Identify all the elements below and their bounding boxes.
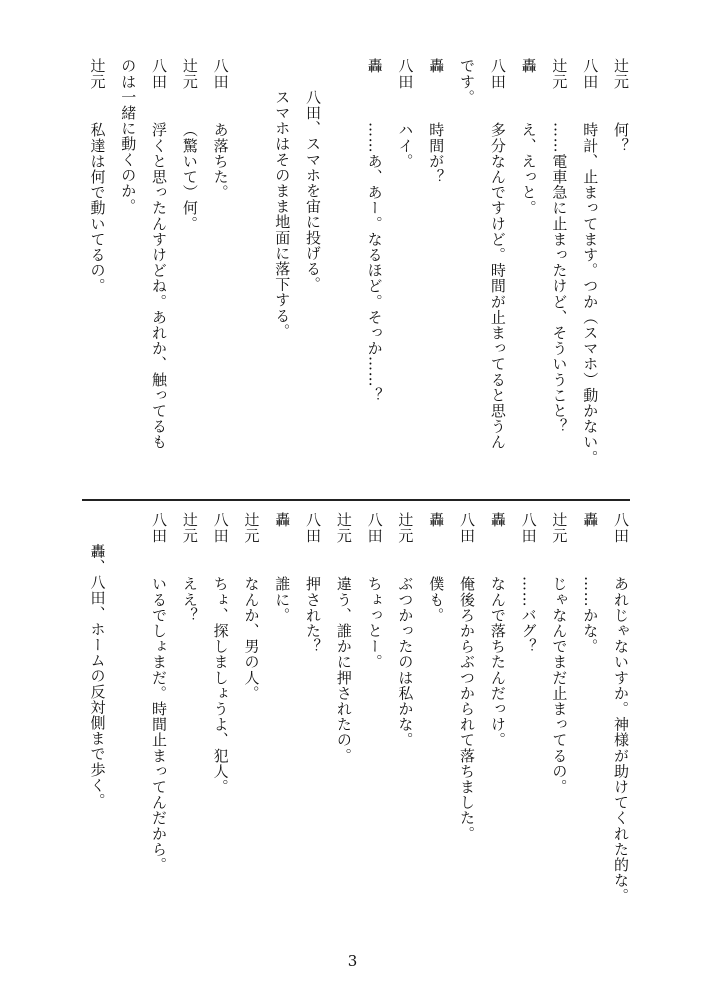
speaker-name: 八田 <box>211 512 230 544</box>
line-text: ハイ。 <box>396 122 415 169</box>
line-text: ええ？ <box>180 576 199 623</box>
line-text: あ落ちた。 <box>211 122 230 200</box>
line-text: 八田、スマホを宙に投げる。 <box>304 58 323 292</box>
dialogue-line <box>605 512 636 932</box>
speaker-name: 辻元 <box>550 58 569 90</box>
speaker-name: 辻元 <box>612 58 630 90</box>
speaker-name: 辻元 <box>242 512 261 544</box>
page-number: 3 <box>347 952 358 970</box>
speaker-name: 八田 <box>458 512 477 544</box>
speaker-name: 轟 <box>427 512 446 528</box>
line-text: なんか、男の人。 <box>242 576 261 701</box>
dialogue-line <box>143 512 174 932</box>
line-text: ちょっとー。 <box>365 576 384 670</box>
dialogue-line <box>574 512 605 932</box>
speaker-name: 八田 <box>365 512 384 544</box>
line-text: ……バグ？ <box>519 576 538 654</box>
script-section-bottom <box>80 512 636 932</box>
dialogue-line <box>574 58 605 490</box>
dialogue-line <box>544 512 575 932</box>
dialogue-line <box>513 58 544 490</box>
dialogue-line <box>297 512 328 932</box>
line-text: ぶつかったのは私かな。 <box>396 576 415 748</box>
dialogue-line <box>420 58 451 490</box>
line-text: じゃなんでまだ止まってるの。 <box>550 576 569 795</box>
line-text: 押された？ <box>304 576 323 654</box>
speaker-name: 八田 <box>304 512 323 544</box>
line-text: ……かな。 <box>581 576 600 654</box>
line-text: です。 <box>458 58 477 105</box>
stage-direction <box>266 58 297 490</box>
speaker-name: 轟 <box>519 58 538 74</box>
dialogue-line <box>174 512 205 932</box>
line-text: あれじゃないすか。神様が助けてくれた的な。 <box>612 576 630 904</box>
line-text: 多分なんですけど。時間が止まってると思うん <box>488 122 507 450</box>
dialogue-line <box>205 58 236 490</box>
blank-line <box>112 512 143 932</box>
stage-direction <box>451 58 482 490</box>
line-text: のは一緒に動くのか。 <box>119 58 138 214</box>
script-section-top <box>80 58 636 490</box>
dialogue-line <box>205 512 236 932</box>
dialogue-line <box>359 58 390 490</box>
speaker-name: 八田 <box>581 58 600 90</box>
speaker-name: 八田 <box>150 58 169 90</box>
line-text: 違う、誰かに押されたの。 <box>334 576 353 764</box>
dialogue-line <box>605 58 636 490</box>
line-text: なんで落ちたんだっけ。 <box>488 576 507 748</box>
line-text: スマホはそのまま地面に落下する。 <box>273 58 292 339</box>
speaker-name: 轟 <box>581 512 600 528</box>
speaker-name: 辻元 <box>180 58 199 90</box>
line-text: 僕も。 <box>427 576 446 623</box>
dialogue-line <box>390 512 421 932</box>
section-divider <box>82 499 630 501</box>
line-text: 時計、止まってます。つか（スマホ）動かない。 <box>581 122 600 466</box>
stage-direction <box>82 512 113 932</box>
speaker-name: 辻元 <box>550 512 569 544</box>
speaker-name: 轟 <box>427 58 446 74</box>
line-text: 俺後ろからぶつかられて落ちました。 <box>458 576 477 842</box>
dialogue-line <box>82 58 113 490</box>
speaker-name: 轟 <box>273 512 292 528</box>
dialogue-line <box>143 58 174 490</box>
blank-line <box>328 58 359 490</box>
blank-line <box>236 58 267 490</box>
speaker-name: 八田 <box>211 58 230 90</box>
dialogue-line <box>174 58 205 490</box>
dialogue-line <box>420 512 451 932</box>
line-text: 時間が？ <box>427 122 446 185</box>
stage-direction <box>112 58 143 490</box>
speaker-name: 八田 <box>612 512 630 544</box>
line-text: え、えっと。 <box>519 122 538 216</box>
dialogue-line <box>390 58 421 490</box>
line-text: 何？ <box>612 122 630 154</box>
dialogue-line <box>513 512 544 932</box>
line-text: 浮くと思ったんすけどね。あれか、触ってるも <box>150 122 169 450</box>
dialogue-line <box>328 512 359 932</box>
dialogue-line <box>266 512 297 932</box>
dialogue-line <box>236 512 267 932</box>
dialogue-line <box>544 58 575 490</box>
dialogue-line <box>482 512 513 932</box>
speaker-name: 八田 <box>488 58 507 90</box>
speaker-name: 辻元 <box>88 58 107 90</box>
speaker-name: 轟 <box>488 512 507 528</box>
line-text: ちょ、探しましょうよ、犯人。 <box>211 576 230 795</box>
speaker-name: 辻元 <box>180 512 199 544</box>
speaker-name: 辻元 <box>334 512 353 544</box>
speaker-name: 辻元 <box>396 512 415 544</box>
line-text: いるでしょまだ。時間止まってんだから。 <box>150 576 169 873</box>
line-text: （驚いて）何。 <box>180 122 199 232</box>
line-text: ……電車急に止まったけど、そういうこと？ <box>550 122 569 434</box>
line-text: 誰に。 <box>273 576 292 623</box>
dialogue-line <box>359 512 390 932</box>
dialogue-line <box>451 512 482 932</box>
dialogue-line <box>482 58 513 490</box>
line-text: 私達は何で動いてるの。 <box>88 122 107 294</box>
stage-direction <box>297 58 328 490</box>
speaker-name: 八田 <box>396 58 415 90</box>
speaker-name: 八田 <box>519 512 538 544</box>
speaker-name: 八田 <box>150 512 169 544</box>
line-text: 轟、八田、ホームの反対側まで歩く。 <box>88 512 107 809</box>
speaker-name: 轟 <box>365 58 384 74</box>
line-text: ……あ、あー。なるほど。そっか……？ <box>365 122 384 403</box>
